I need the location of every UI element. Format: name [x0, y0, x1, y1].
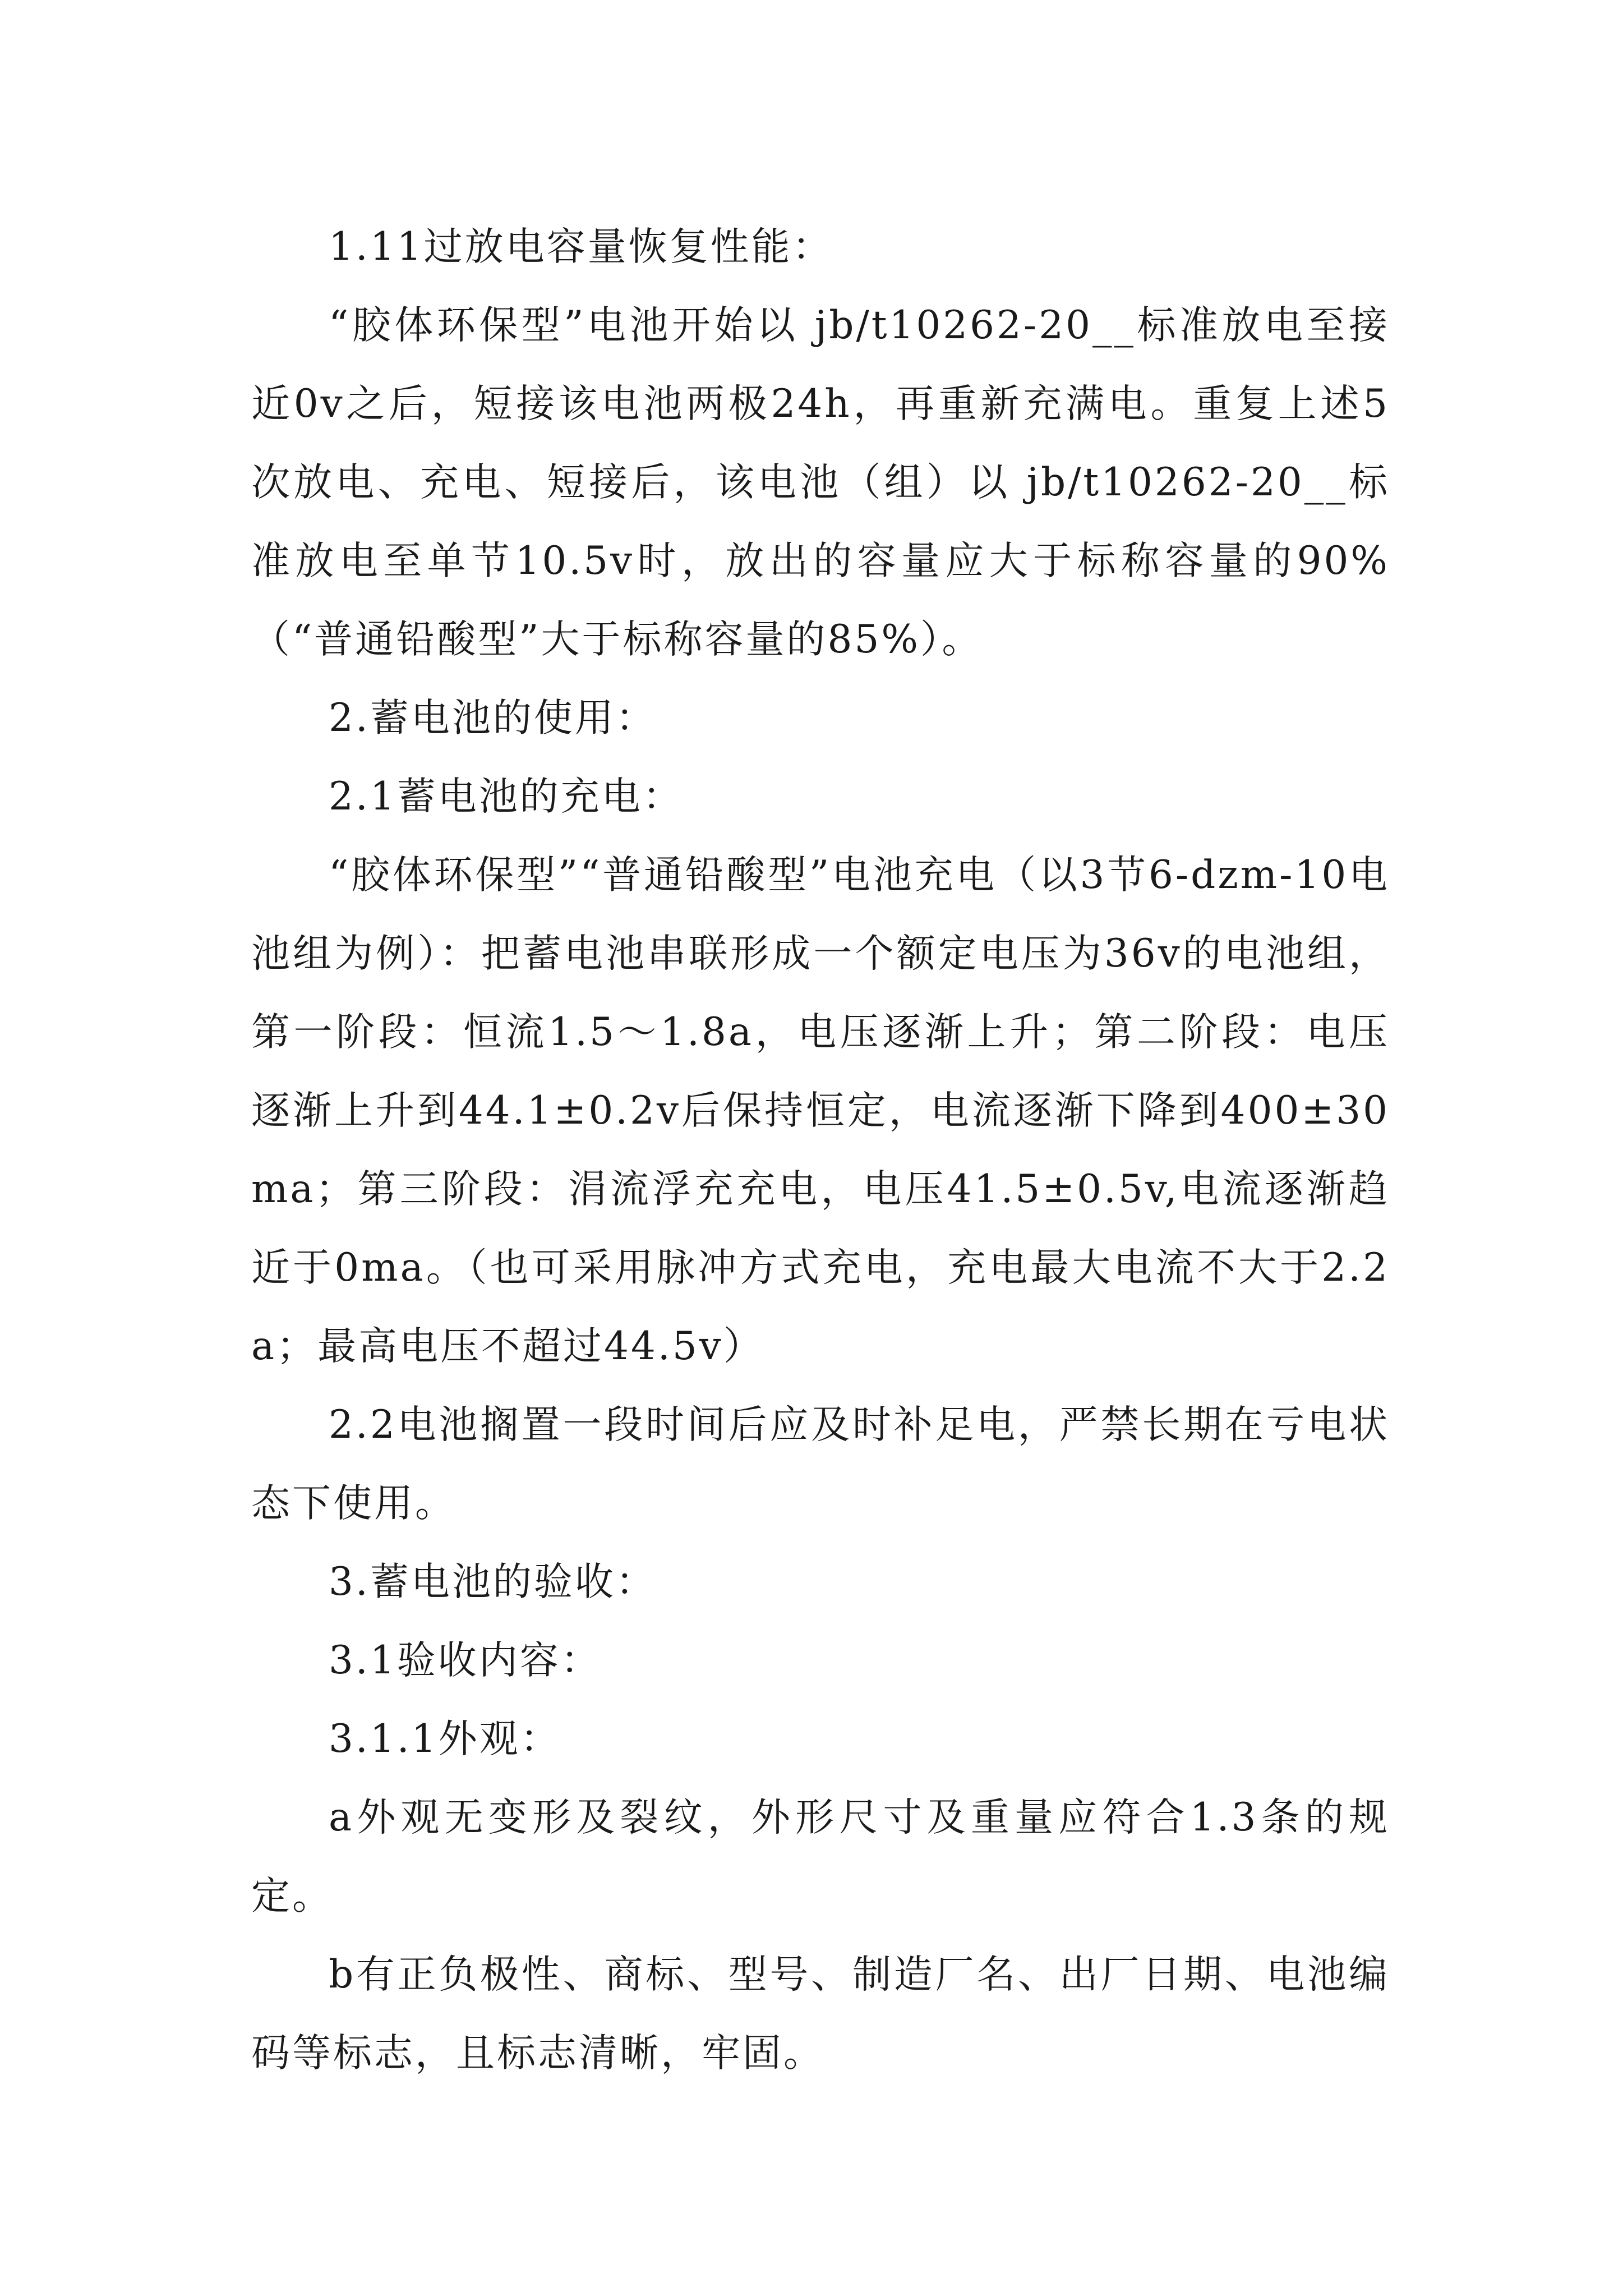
- paragraph-storage: 2.2电池搁置一段时间后应及时补足电，严禁长期在亏电状态下使用。: [251, 1402, 1390, 1526]
- paragraph-charging: “胶体环保型”“普通铅酸型”电池充电（以3节6-dzm-10电池组为例）：把蓄电池串联形成一个额定电压为36v的电池组，第一阶段：恒流1.5～1.8a，电压逐渐上升；第二阶段：电压逐渐上升到44.1±0.2v后保持恒定，电流逐渐下降到400±30ma；第三阶段：涓流浮充充电，电压41.5±0.5v,电流逐渐趋近于0ma。（也可采用脉冲方式充电，充电最大电流不大于2.2a；最高电压不超过44.5v）: [251, 853, 1390, 1369]
- heading-1-11: 1.11过放电容量恢复性能：: [329, 224, 833, 269]
- heading-2-1: 2.1蓄电池的充电：: [329, 774, 684, 819]
- item-b: b有正负极性、商标、型号、制造厂名、出厂日期、电池编码等标志，且标志清晰，牢固。: [251, 1952, 1390, 2076]
- paragraph-over-discharge: “胶体环保型”电池开始以 jb/t10262-20__标准放电至接近0v之后，短接该电池两极24h，再重新充满电。重复上述5次放电、充电、短接后，该电池（组）以 jb/t10262-20__标准放电至单节10.5v时，放出的容量应大于标称容量的90%（“普通铅酸型”大于标称容量的85%）。: [251, 303, 1390, 662]
- heading-3-1-1: 3.1.1外观：: [329, 1717, 561, 1761]
- document-body: [251, 208, 1390, 2092]
- heading-3: 3.蓄电池的验收：: [329, 1559, 657, 1604]
- heading-2: 2.蓄电池的使用：: [329, 696, 657, 740]
- heading-3-1: 3.1验收内容：: [329, 1638, 602, 1683]
- item-a: a外观无变形及裂纹，外形尺寸及重量应符合1.3条的规定。: [251, 1795, 1390, 1918]
